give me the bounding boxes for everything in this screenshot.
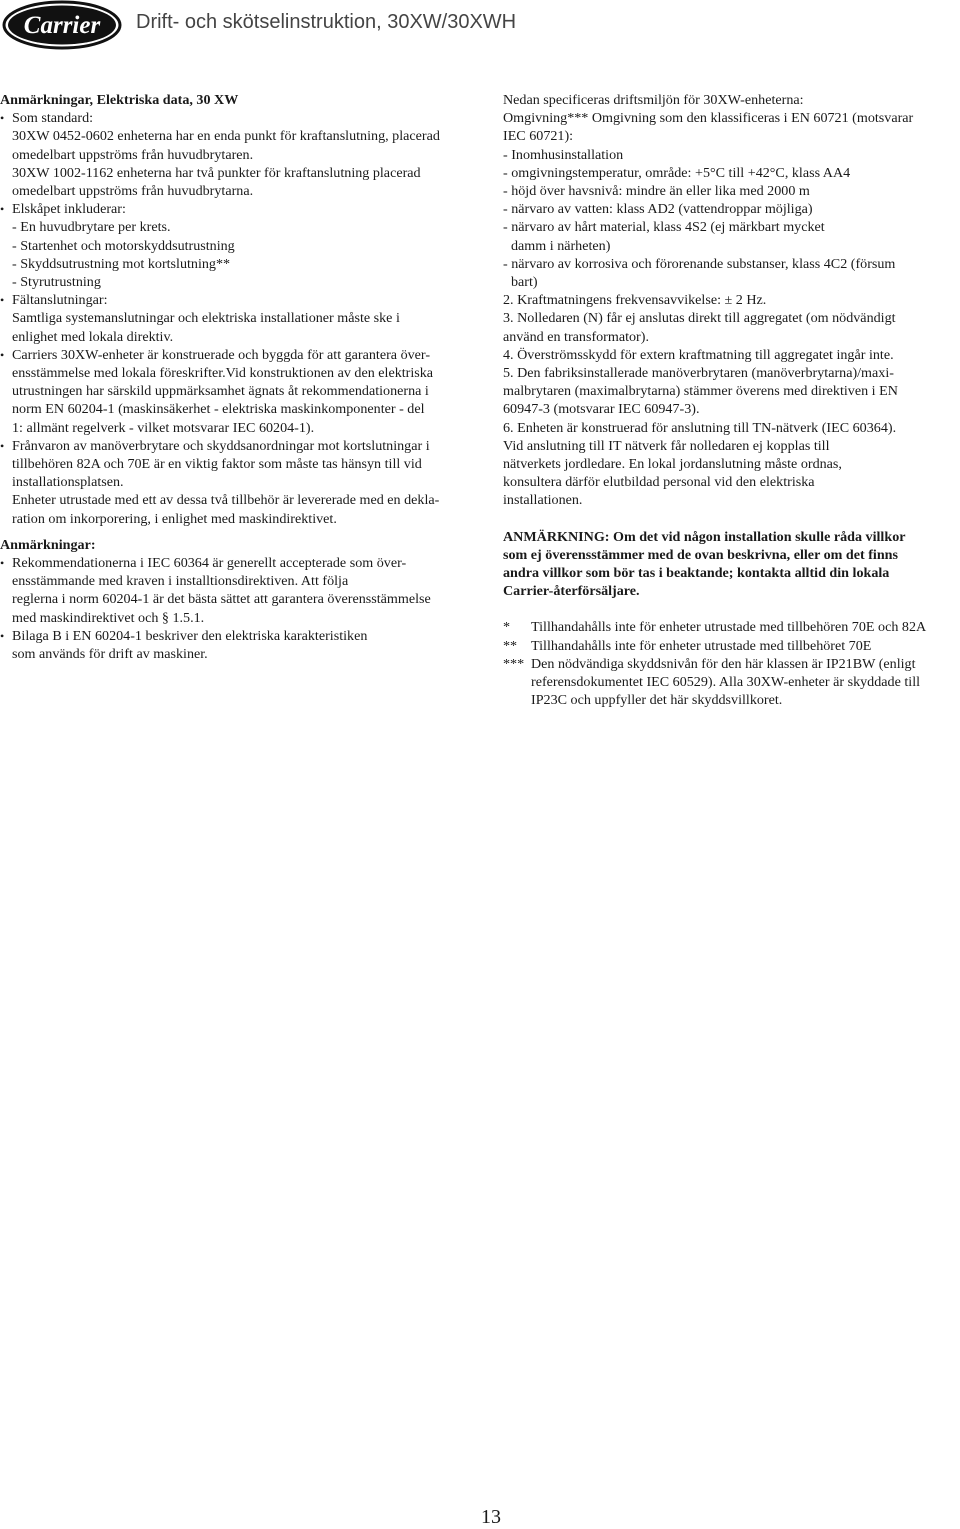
text-line: 30XW 1002-1162 enheterna har två punkter för kraftanslutning placerad bbox=[12, 164, 421, 181]
footnote-text: Tillhandahålls inte för enheter utrustade med tillbehören 70E och 82A bbox=[531, 619, 927, 636]
footnote-mark: * bbox=[503, 619, 511, 636]
text-line: IEC 60721): bbox=[503, 128, 574, 145]
text-line: installationen. bbox=[503, 492, 583, 509]
list-item: • Fältanslutningar: bbox=[0, 291, 470, 309]
text-line: 60947-3 (motsvarar IEC 60947-3). bbox=[503, 401, 700, 418]
text-line: - Styrutrustning bbox=[12, 274, 101, 291]
list-item: • Frånvaron av manöverbrytare och skyddsanordningar mot kortslutningar i bbox=[0, 437, 470, 455]
notes-heading: Anmärkningar: bbox=[0, 536, 96, 553]
text-line: - Skyddsutrustning mot kortslutning** bbox=[12, 255, 231, 272]
text-line: enlighet med lokala direktiv. bbox=[12, 328, 174, 345]
text-line: Enheter utrustade med ett av dessa två tillbehör är levererade med en dekla- bbox=[12, 492, 440, 509]
text-line: Omgivning*** Omgivning som den klassificeras i EN 60721 (motsvarar bbox=[503, 110, 914, 127]
text-line: - närvaro av hårt material, klass 4S2 (ej märkbart mycket bbox=[503, 219, 825, 236]
text-line: använd en transformator). bbox=[503, 328, 649, 345]
text-line: 5. Den fabriksinstallerade manöverbrytaren (manöverbrytarna)/maxi- bbox=[503, 365, 894, 382]
text-line: 6. Enheten är konstruerad för anslutning till TN-nätverk (IEC 60364). bbox=[503, 419, 897, 436]
footnote-text: Den nödvändiga skyddsnivån för den här klassen är IP21BW (enligt bbox=[531, 655, 916, 672]
text-line: norm EN 60204-1 (maskinsäkerhet - elektriska maskinkomponenter - del bbox=[12, 401, 425, 418]
text-line: - En huvudbrytare per krets. bbox=[12, 219, 171, 236]
notice-line: ANMÄRKNING: Om det vid någon installation skulle råda villkor bbox=[503, 528, 906, 545]
text-line: - närvaro av vatten: klass AD2 (vattendroppar möjliga) bbox=[503, 201, 813, 218]
footnote bbox=[503, 637, 960, 655]
list-item: • Som standard: bbox=[0, 109, 470, 127]
text-line: som används för drift av maskiner. bbox=[12, 646, 208, 663]
footnote-continued bbox=[503, 691, 960, 709]
notice-line: andra villkor som bör tas i beaktande; kontakta alltid din lokala bbox=[503, 565, 890, 582]
list-item: • Elskåpet inkluderar: bbox=[0, 200, 470, 218]
footnote-text: referensdokumentet IEC 60529). Alla 30XW-enheter är skyddade till bbox=[531, 674, 921, 691]
text-line: - höjd över havsnivå: mindre än eller lika med 2000 m bbox=[503, 183, 810, 200]
list-item: • Bilaga B i EN 60204-1 beskriver den elektriska karakteristiken bbox=[0, 627, 470, 645]
text-line: 4. Överströmsskydd för extern kraftmatning till aggregatet ingår inte. bbox=[503, 346, 894, 363]
text-line: bart) bbox=[511, 274, 538, 291]
text-line: med maskindirektivet och § 1.5.1. bbox=[12, 609, 205, 626]
list-item: • Rekommendationerna i IEC 60364 är generellt accepterade som över- bbox=[0, 554, 470, 572]
text-line: tillbehören 82A och 70E är en viktig faktor som måste tas hänsyn till vid bbox=[12, 456, 422, 473]
text-line: - Startenhet och motorskyddsutrustning bbox=[12, 237, 235, 254]
text-line: 3. Nolledaren (N) får ej anslutas direkt till aggregatet (om nödvändigt bbox=[503, 310, 896, 327]
text-line: ensstämmelse med lokala föreskrifter.Vid konstruktionen av den elektriska bbox=[12, 365, 434, 382]
text-line: ration om inkorporering, i enlighet med maskindirektivet. bbox=[12, 510, 337, 527]
text-line: - omgivningstemperatur, område: +5°C till +42°C, klass AA4 bbox=[503, 164, 851, 181]
text-line: reglerna i norm 60204-1 är det bästa sättet att garantera överensstämmelse bbox=[12, 591, 431, 608]
text-line: 1: allmänt regelverk - vilket motsvarar IEC 60204-1). bbox=[12, 419, 315, 436]
left-column bbox=[0, 91, 470, 663]
text-line: 30XW 0452-0602 enheterna har en enda punkt för kraftanslutning, placerad bbox=[12, 128, 440, 145]
text-line: - Inomhusinstallation bbox=[503, 146, 624, 163]
text-line: 2. Kraftmatningens frekvensavvikelse: ± 2 Hz. bbox=[503, 292, 767, 309]
footnote-text: IP23C och uppfyller det här skyddsvillkoret. bbox=[531, 692, 783, 709]
text-line: - närvaro av korrosiva och förorenande substanser, klass 4C2 (försum bbox=[503, 255, 896, 272]
text-line: omedelbart uppströms från huvudbrytarna. bbox=[12, 183, 254, 200]
notice-line: Carrier-återförsäljare. bbox=[503, 583, 640, 600]
text-line: damm i närheten) bbox=[511, 237, 611, 254]
footnote-mark: ** bbox=[503, 637, 518, 654]
footnote bbox=[503, 655, 960, 673]
list-item: • Carriers 30XW-enheter är konstruerade och byggda för att garantera över- bbox=[0, 346, 470, 364]
text-line: omedelbart uppströms från huvudbrytaren. bbox=[12, 146, 254, 163]
right-column bbox=[503, 91, 960, 710]
text-line: Nedan specificeras driftsmiljön för 30XW-enheterna: bbox=[503, 92, 804, 108]
footnote-text: Tillhandahålls inte för enheter utrustade med tillbehöret 70E bbox=[531, 637, 872, 654]
header-title: Drift- och skötselinstruktion, 30XW/30XWH bbox=[136, 11, 517, 33]
text-line: nätverkets jordledare. En lokal jordanslutning måste ordnas, bbox=[503, 456, 842, 473]
footnote bbox=[503, 618, 960, 636]
notice-line: som ej överensstämmer med de ovan beskrivna, eller om det finns bbox=[503, 546, 898, 563]
text-line: ensstämmande med kraven i installtionsdirektiven. Att följa bbox=[12, 573, 349, 590]
text-line: Vid anslutning till IT nätverk får nolledaren ej kopplas till bbox=[503, 437, 830, 454]
text-line: installationsplatsen. bbox=[12, 474, 124, 491]
footnote-continued bbox=[503, 673, 960, 691]
carrier-logo bbox=[2, 0, 122, 50]
footnote-mark: *** bbox=[503, 655, 525, 672]
text-line: Samtliga systemanslutningar och elektriska installationer måste ske i bbox=[12, 310, 400, 327]
text-line: konsultera därför elutbildad personal vid den elektriska bbox=[503, 474, 815, 491]
text-line: utrustningen har särskild uppmärksamhet ägnats åt rekommendationerna i bbox=[12, 383, 429, 400]
page-number: 13 bbox=[481, 1506, 501, 1528]
section-heading: Anmärkningar, Elektriska data, 30 XW bbox=[0, 92, 239, 108]
text-line: malbrytaren (maximalbrytarna) stämmer överens med direktiven i EN bbox=[503, 383, 898, 400]
svg-text:Carrier: Carrier bbox=[23, 12, 101, 39]
